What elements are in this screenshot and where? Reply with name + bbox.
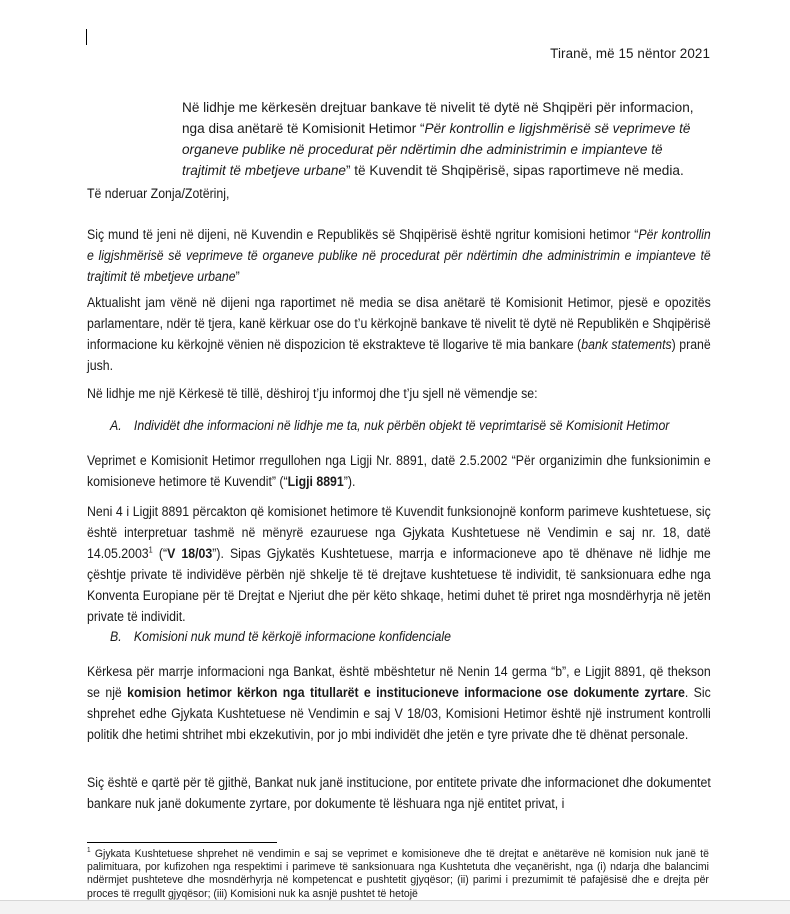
paragraph-article-4 bbox=[87, 501, 711, 627]
paragraph-media-reports bbox=[87, 292, 711, 376]
commission-name: Për kontrollin e ligjshmërisë së veprimeve të organeve publike në procedurat për ndërtimin dhe administrimin e impianteve të trajtimit të mbetjeve urbane bbox=[87, 227, 711, 284]
paragraph-intro bbox=[87, 224, 711, 287]
paragraph-text: (“ bbox=[152, 546, 168, 561]
subject-text: Në lidhje me kërkesën drejtuar bankave të nivelit të dytë në Shqipëri për informacion, nga disa anëtarë të Komisionit Hetimor “ bbox=[182, 100, 694, 136]
paragraph-law-8891 bbox=[87, 450, 711, 492]
paragraph-text-end: ) pranë jush. bbox=[87, 337, 711, 373]
paragraph-text: Veprimet e Komisionit Hetimor rregullohen nga Ligji Nr. 8891, datë 2.5.2002 “Për organizimin dhe funksionimin e komisioneve hetimore të Kuvendit” (“ bbox=[87, 453, 711, 489]
paragraph-text-end: ”). bbox=[343, 474, 356, 489]
section-b-heading bbox=[110, 629, 451, 644]
paragraph-text-end: ” bbox=[235, 269, 240, 284]
date-line: Tiranë, më 15 nëntor 2021 bbox=[550, 46, 710, 61]
footnote-number: 1 bbox=[87, 847, 91, 855]
paragraph-text: Siç mund të jeni në dijeni, në Kuvendin e Republikës së Shqipërisë është ngritur komisioni hetimor “ bbox=[87, 227, 639, 242]
emphasized-clause: komision hetimor kërkon nga titullarët e institucioneve informacione ose dokumente zyrtare bbox=[127, 685, 685, 700]
text-cursor bbox=[86, 29, 87, 45]
subject-text-end: ” të Kuvendit të Shqipërisë, sipas raportimeve në media. bbox=[345, 163, 684, 178]
footnote-text: Gjykata Kushtetuese shprehet në vendimin e saj se veprimet e komisioneve dhe të drejtat e anëtarëve në komision nuk janë të palimituara, por kufizohen nga respektimi i parimeve të sanksionuara nga Kushtetuta dhe veçanërisht, nga (i) ndarja dhe balancimi ndërmjet pushteteve dhe mosndërhyrja në kompetencat e pushtetit gjyqësor; (ii) parimi i prezumimit të pafajësisë dhe e drejta për proces të rregullt gjyqësor; (iii) Komisioni nuk ka asnjë pushtet të hetojë bbox=[87, 848, 709, 900]
paragraph-article-14 bbox=[87, 661, 711, 745]
footnote-reference[interactable]: 1 bbox=[148, 545, 153, 555]
section-title: Komisioni nuk mund të kërkojë informacione konfidenciale bbox=[133, 629, 451, 644]
footnote-1 bbox=[87, 848, 709, 900]
subject-commission-name: Për kontrollin e ligjshmërisë së veprimeve të organeve publike në procedurat për ndërtimin dhe administrimin e impianteve të trajtimit të mbetjeve urbane bbox=[182, 121, 691, 178]
subject-paragraph bbox=[182, 97, 710, 181]
paragraph-request: Në lidhje me një Kërkesë të tillë, dëshiroj t’ju informoj dhe t’ju sjell në vëmendje se: bbox=[87, 386, 538, 401]
section-title: Individët dhe informacioni në lidhje me ta, nuk përbën objekt të veprimtarisë së Komisionit Hetimor bbox=[133, 418, 670, 433]
section-letter: A. bbox=[110, 418, 122, 433]
paragraph-banks: Siç është e qartë për të gjithë, Bankat nuk janë institucione, por entitete private dhe informacionet dhe dokumentet bankare nuk janë dokumente zyrtare, por dokumente të lëshuara nga një entitet privat, i bbox=[87, 775, 711, 811]
section-letter: B. bbox=[110, 629, 122, 644]
paragraph-text-end: . Sic shprehet edhe Gjykata Kushtetuese në Vendimin e saj V 18/03, Komisioni Hetimor është një instrument kontrolli politik dhe hetimi shtrihet mbi ekzekutivin, por jo mbi individët dhe jetën e tyre private dhe të dhënat personale. bbox=[87, 685, 711, 742]
section-a-heading bbox=[110, 418, 669, 433]
paragraph-text-end: ”). Sipas Gjykatës Kushtetuese, marrja e informacioneve apo të dhënave në lidhje me çështje private të individëve përbën një shkelje të të drejtave kushtetuese të individit, të sanksionuara edhe nga Konventa Europiane për të Drejtat e Njeriut dhe për këto shkaqe, hetimi duhet të priret nga mosndërhyrja në jetën private të individit. bbox=[87, 546, 711, 624]
footnote-separator bbox=[87, 842, 277, 843]
paragraph-text: Kërkesa për marrje informacioni nga Bankat, është mbështetur në Nenin 14 germa “b”, e Ligjit 8891, që thekson se një bbox=[87, 664, 711, 700]
bank-statements-term: bank statements bbox=[581, 337, 672, 352]
law-reference: Ligji 8891 bbox=[287, 474, 344, 489]
decision-reference: V 18/03 bbox=[167, 546, 213, 561]
salutation: Të nderuar Zonja/Zotërinj, bbox=[87, 186, 230, 201]
paragraph-text: Neni 4 i Ligjit 8891 përcakton që komisionet hetimore të Kuvendit funksionojnë konform parimeve kushtetuese, siç është interpretuar tashmë në mënyrë ezauruese nga Gjykata Kushtetuese në Vendimin e saj nr. 18, datë 14.05.2003 bbox=[87, 504, 711, 561]
paragraph-text: Aktualisht jam vënë në dijeni nga raportimet në media se disa anëtarë të Komisionit Hetimor, pjesë e opozitës parlamentare, ndër të tjera, kanë kërkuar ose do t’u kërkojnë bankave të nivelit të dytë në Republikën e Shqipërisë informacione ku kërkojnë vënien në dispozicion të ekstrakteve të llogarive të mia bankare ( bbox=[87, 295, 711, 352]
window-bottom-strip bbox=[0, 900, 790, 914]
